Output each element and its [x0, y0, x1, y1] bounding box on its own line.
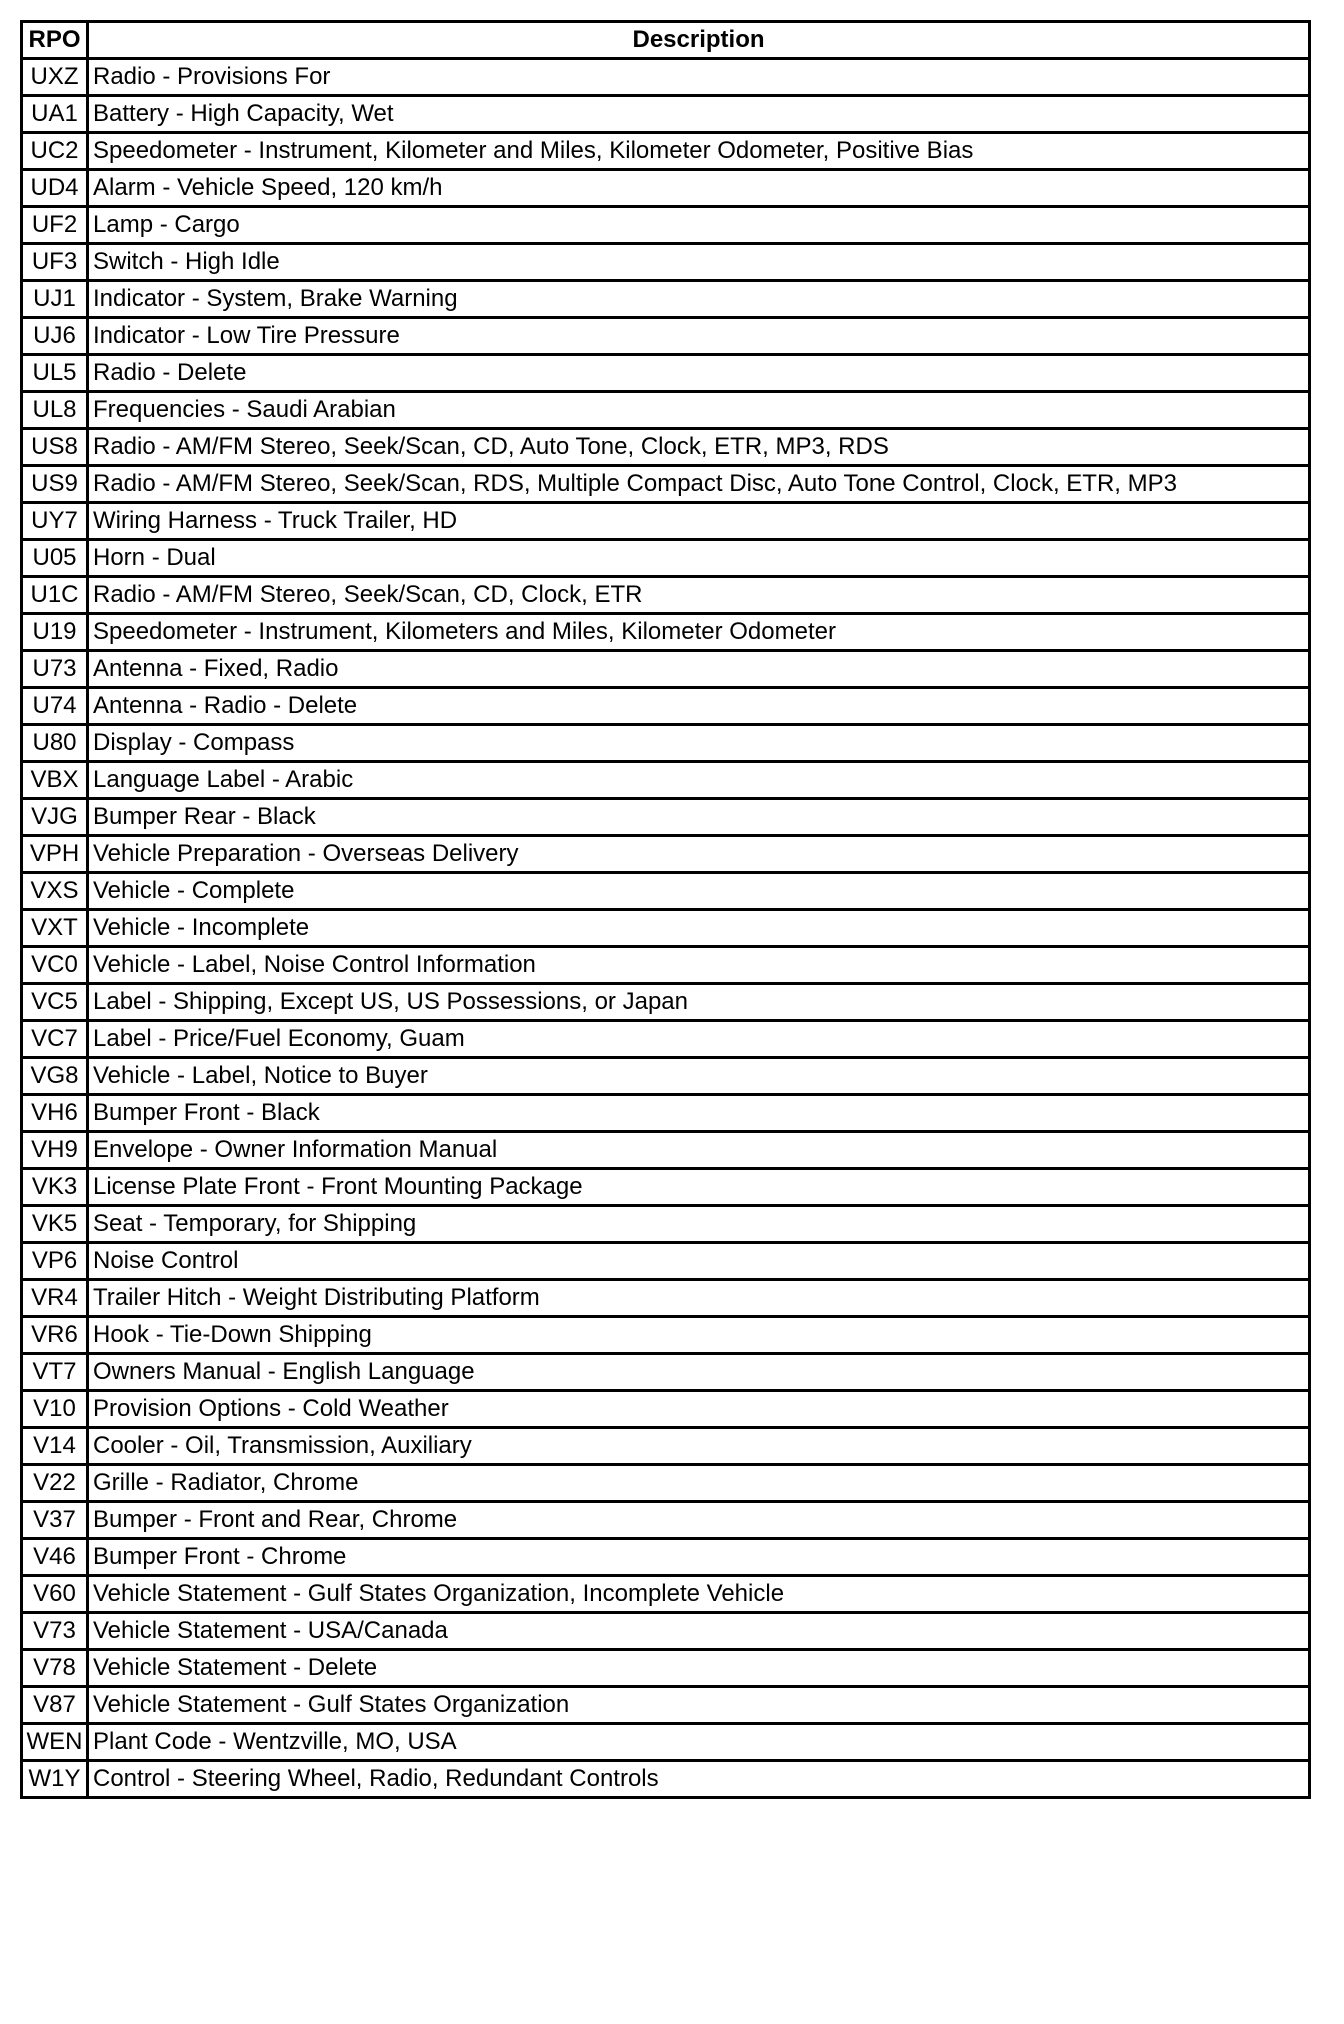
- description-cell: Switch - High Idle: [88, 244, 1310, 281]
- rpo-code-cell: U1C: [22, 577, 88, 614]
- table-row: [22, 1539, 1310, 1576]
- description-cell: Vehicle - Complete: [88, 873, 1310, 910]
- rpo-code-cell: W1Y: [22, 1761, 88, 1798]
- rpo-code-cell: VR6: [22, 1317, 88, 1354]
- rpo-code-cell: VH9: [22, 1132, 88, 1169]
- description-column-header: Description: [88, 22, 1310, 59]
- description-cell: Seat - Temporary, for Shipping: [88, 1206, 1310, 1243]
- rpo-code-cell: VXS: [22, 873, 88, 910]
- table-row: [22, 577, 1310, 614]
- rpo-code-cell: VC7: [22, 1021, 88, 1058]
- rpo-code-cell: U73: [22, 651, 88, 688]
- description-cell: Bumper - Front and Rear, Chrome: [88, 1502, 1310, 1539]
- description-cell: Radio - AM/FM Stereo, Seek/Scan, RDS, Multiple Compact Disc, Auto Tone Control, Clock, ETR, MP3: [88, 466, 1310, 503]
- table-row: [22, 318, 1310, 355]
- rpo-table: [20, 20, 1311, 1799]
- table-row: [22, 281, 1310, 318]
- table-row: [22, 244, 1310, 281]
- rpo-code-cell: UJ1: [22, 281, 88, 318]
- table-row: [22, 96, 1310, 133]
- rpo-code-cell: U80: [22, 725, 88, 762]
- rpo-code-cell: VR4: [22, 1280, 88, 1317]
- table-row: [22, 1354, 1310, 1391]
- rpo-code-cell: U05: [22, 540, 88, 577]
- table-row: [22, 688, 1310, 725]
- table-row: [22, 1058, 1310, 1095]
- table-row: [22, 392, 1310, 429]
- rpo-code-cell: U19: [22, 614, 88, 651]
- description-cell: Radio - Provisions For: [88, 59, 1310, 96]
- description-cell: Provision Options - Cold Weather: [88, 1391, 1310, 1428]
- description-cell: Antenna - Fixed, Radio: [88, 651, 1310, 688]
- description-cell: Radio - AM/FM Stereo, Seek/Scan, CD, Clock, ETR: [88, 577, 1310, 614]
- description-cell: Radio - Delete: [88, 355, 1310, 392]
- table-row: [22, 429, 1310, 466]
- description-cell: Battery - High Capacity, Wet: [88, 96, 1310, 133]
- description-cell: Vehicle Statement - Gulf States Organization, Incomplete Vehicle: [88, 1576, 1310, 1613]
- rpo-code-cell: US8: [22, 429, 88, 466]
- description-cell: License Plate Front - Front Mounting Package: [88, 1169, 1310, 1206]
- description-cell: Vehicle Statement - Delete: [88, 1650, 1310, 1687]
- table-body: [22, 59, 1310, 1798]
- header-row: [22, 22, 1310, 59]
- rpo-code-cell: VG8: [22, 1058, 88, 1095]
- description-cell: Bumper Front - Chrome: [88, 1539, 1310, 1576]
- rpo-column-header: RPO: [22, 22, 88, 59]
- table-row: [22, 1576, 1310, 1613]
- rpo-code-cell: UF3: [22, 244, 88, 281]
- description-cell: Vehicle - Label, Notice to Buyer: [88, 1058, 1310, 1095]
- table-row: [22, 1206, 1310, 1243]
- rpo-code-cell: UL8: [22, 392, 88, 429]
- table-row: [22, 170, 1310, 207]
- table-row: [22, 651, 1310, 688]
- description-cell: Indicator - System, Brake Warning: [88, 281, 1310, 318]
- rpo-code-cell: VT7: [22, 1354, 88, 1391]
- rpo-code-cell: UC2: [22, 133, 88, 170]
- description-cell: Lamp - Cargo: [88, 207, 1310, 244]
- rpo-code-cell: UY7: [22, 503, 88, 540]
- description-cell: Owners Manual - English Language: [88, 1354, 1310, 1391]
- description-cell: Hook - Tie-Down Shipping: [88, 1317, 1310, 1354]
- rpo-code-cell: V22: [22, 1465, 88, 1502]
- description-cell: Trailer Hitch - Weight Distributing Platform: [88, 1280, 1310, 1317]
- table-row: [22, 984, 1310, 1021]
- description-cell: Indicator - Low Tire Pressure: [88, 318, 1310, 355]
- table-row: [22, 725, 1310, 762]
- description-cell: Grille - Radiator, Chrome: [88, 1465, 1310, 1502]
- rpo-code-cell: VJG: [22, 799, 88, 836]
- table-row: [22, 910, 1310, 947]
- rpo-code-cell: U74: [22, 688, 88, 725]
- rpo-code-cell: VK5: [22, 1206, 88, 1243]
- table-row: [22, 1280, 1310, 1317]
- description-cell: Control - Steering Wheel, Radio, Redundant Controls: [88, 1761, 1310, 1798]
- rpo-code-cell: V37: [22, 1502, 88, 1539]
- table-row: [22, 1095, 1310, 1132]
- description-cell: Cooler - Oil, Transmission, Auxiliary: [88, 1428, 1310, 1465]
- rpo-code-cell: WEN: [22, 1724, 88, 1761]
- description-cell: Display - Compass: [88, 725, 1310, 762]
- table-row: [22, 1650, 1310, 1687]
- rpo-code-cell: UXZ: [22, 59, 88, 96]
- description-cell: Horn - Dual: [88, 540, 1310, 577]
- description-cell: Noise Control: [88, 1243, 1310, 1280]
- description-cell: Vehicle Statement - Gulf States Organization: [88, 1687, 1310, 1724]
- table-row: [22, 1613, 1310, 1650]
- table-row: [22, 799, 1310, 836]
- table-row: [22, 614, 1310, 651]
- description-cell: Bumper Front - Black: [88, 1095, 1310, 1132]
- rpo-code-cell: VXT: [22, 910, 88, 947]
- rpo-code-cell: VK3: [22, 1169, 88, 1206]
- table-row: [22, 466, 1310, 503]
- description-cell: Envelope - Owner Information Manual: [88, 1132, 1310, 1169]
- description-cell: Vehicle Preparation - Overseas Delivery: [88, 836, 1310, 873]
- rpo-code-cell: UF2: [22, 207, 88, 244]
- table-row: [22, 207, 1310, 244]
- table-row: [22, 59, 1310, 96]
- rpo-code-cell: VP6: [22, 1243, 88, 1280]
- rpo-code-cell: UD4: [22, 170, 88, 207]
- description-cell: Speedometer - Instrument, Kilometer and Miles, Kilometer Odometer, Positive Bias: [88, 133, 1310, 170]
- description-cell: Frequencies - Saudi Arabian: [88, 392, 1310, 429]
- table-row: [22, 1428, 1310, 1465]
- rpo-code-cell: V10: [22, 1391, 88, 1428]
- rpo-code-cell: V73: [22, 1613, 88, 1650]
- table-row: [22, 355, 1310, 392]
- rpo-code-cell: V87: [22, 1687, 88, 1724]
- description-cell: Label - Shipping, Except US, US Possessions, or Japan: [88, 984, 1310, 1021]
- description-cell: Bumper Rear - Black: [88, 799, 1310, 836]
- table-row: [22, 540, 1310, 577]
- table-row: [22, 1243, 1310, 1280]
- rpo-code-cell: UL5: [22, 355, 88, 392]
- table-row: [22, 1687, 1310, 1724]
- description-cell: Speedometer - Instrument, Kilometers and Miles, Kilometer Odometer: [88, 614, 1310, 651]
- rpo-code-cell: UA1: [22, 96, 88, 133]
- table-row: [22, 762, 1310, 799]
- table-row: [22, 1465, 1310, 1502]
- description-cell: Antenna - Radio - Delete: [88, 688, 1310, 725]
- table-row: [22, 1021, 1310, 1058]
- description-cell: Vehicle - Incomplete: [88, 910, 1310, 947]
- table-row: [22, 873, 1310, 910]
- rpo-code-cell: UJ6: [22, 318, 88, 355]
- description-cell: Vehicle Statement - USA/Canada: [88, 1613, 1310, 1650]
- table-row: [22, 1724, 1310, 1761]
- description-cell: Language Label - Arabic: [88, 762, 1310, 799]
- rpo-code-cell: VPH: [22, 836, 88, 873]
- description-cell: Plant Code - Wentzville, MO, USA: [88, 1724, 1310, 1761]
- table-row: [22, 1132, 1310, 1169]
- rpo-code-cell: V46: [22, 1539, 88, 1576]
- description-cell: Label - Price/Fuel Economy, Guam: [88, 1021, 1310, 1058]
- table-row: [22, 133, 1310, 170]
- table-row: [22, 1502, 1310, 1539]
- description-cell: Radio - AM/FM Stereo, Seek/Scan, CD, Auto Tone, Clock, ETR, MP3, RDS: [88, 429, 1310, 466]
- table-row: [22, 836, 1310, 873]
- rpo-code-cell: V78: [22, 1650, 88, 1687]
- rpo-code-cell: VBX: [22, 762, 88, 799]
- rpo-code-cell: V60: [22, 1576, 88, 1613]
- rpo-code-cell: V14: [22, 1428, 88, 1465]
- description-cell: Vehicle - Label, Noise Control Information: [88, 947, 1310, 984]
- rpo-code-cell: VH6: [22, 1095, 88, 1132]
- rpo-code-cell: VC5: [22, 984, 88, 1021]
- table-row: [22, 503, 1310, 540]
- table-header: [22, 22, 1310, 59]
- table-row: [22, 1391, 1310, 1428]
- rpo-code-cell: VC0: [22, 947, 88, 984]
- description-cell: Wiring Harness - Truck Trailer, HD: [88, 503, 1310, 540]
- table-row: [22, 1761, 1310, 1798]
- description-cell: Alarm - Vehicle Speed, 120 km/h: [88, 170, 1310, 207]
- table-row: [22, 947, 1310, 984]
- table-row: [22, 1169, 1310, 1206]
- table-row: [22, 1317, 1310, 1354]
- rpo-code-cell: US9: [22, 466, 88, 503]
